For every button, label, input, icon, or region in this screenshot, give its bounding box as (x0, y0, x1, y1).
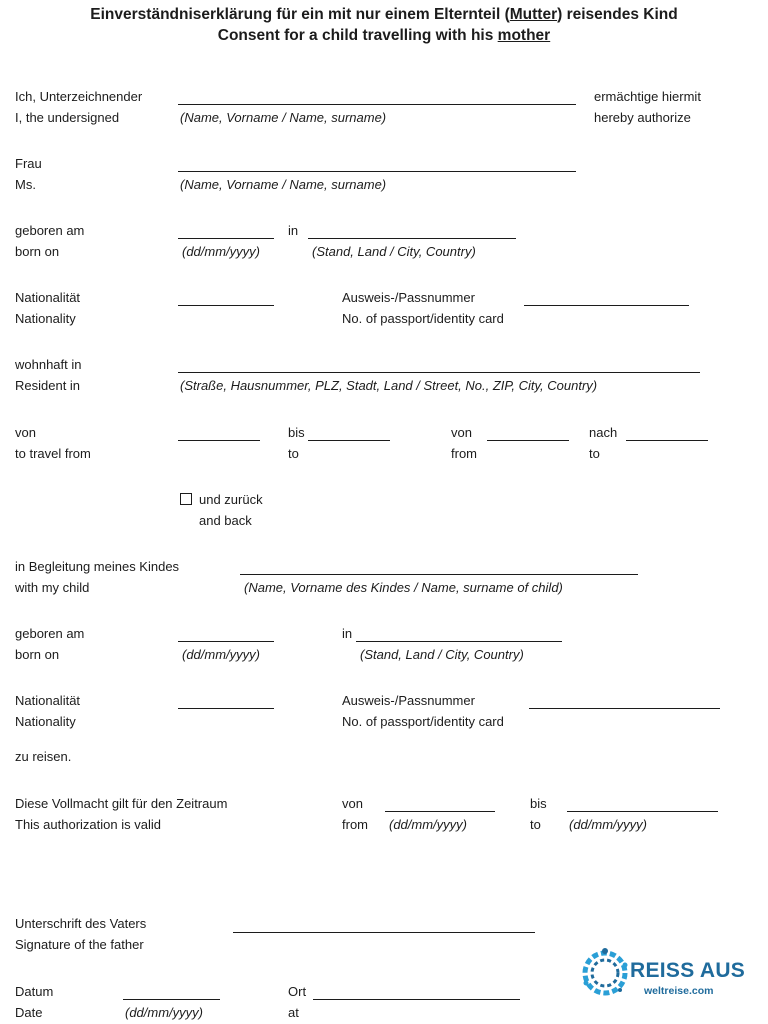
ms-label-de: Frau (15, 156, 42, 171)
logo-name: REISS AUS (630, 959, 746, 982)
parent-passport-label-de: Ausweis-/Passnummer (342, 290, 475, 305)
document-title-de: Einverständniserklärung für ein mit nur einem Elternteil (Mutter) reisendes Kind (90, 6, 678, 23)
child-passport-label-de: Ausweis-/Passnummer (342, 693, 475, 708)
undersigned-name-hint: (Name, Vorname / Name, surname) (180, 110, 387, 125)
place-label-de: Ort (288, 984, 307, 999)
route-from-label-en: from (451, 446, 477, 461)
authorize-label-de: ermächtige hiermit (594, 89, 701, 104)
travel-from-label-de: von (15, 425, 36, 440)
parent-birth-date-hint: (dd/mm/yyyy) (182, 244, 260, 259)
signature-label-de: Unterschrift des Vaters (15, 916, 147, 931)
child-name-hint: (Name, Vorname des Kindes / Name, surname of child) (244, 580, 563, 595)
reiss-aus-logo (576, 945, 756, 1001)
child-nationality-label-de: Nationalität (15, 693, 81, 708)
validity-to-hint: (dd/mm/yyyy) (569, 817, 647, 832)
route-to-label-en: to (589, 446, 600, 461)
return-trip-checkbox[interactable] (180, 493, 192, 505)
closing-text: zu reisen. (15, 749, 72, 764)
validity-to-label-de: bis (530, 796, 547, 811)
child-passport-label-en: No. of passport/identity card (342, 714, 504, 729)
route-from-label-de: von (451, 425, 472, 440)
parent-nationality-label-en: Nationality (15, 311, 76, 326)
travel-from-label-en: to travel from (15, 446, 91, 461)
child-birth-date-hint: (dd/mm/yyyy) (182, 647, 260, 662)
validity-from-label-de: von (342, 796, 363, 811)
route-to-label-de: nach (589, 425, 618, 440)
route-from-field[interactable] (487, 440, 569, 441)
return-trip-label-de: und zurück (199, 492, 263, 507)
parent-birth-date-field[interactable] (178, 238, 274, 239)
parent-birth-label-de: geboren am (15, 223, 85, 238)
child-label-de: in Begleitung meines Kindes (15, 559, 180, 574)
travel-until-field[interactable] (308, 440, 390, 441)
place-label-en: at (288, 1005, 299, 1020)
mother-name-field[interactable] (178, 171, 576, 172)
date-label-de: Datum (15, 984, 54, 999)
child-nationality-label-en: Nationality (15, 714, 76, 729)
child-nationality-field[interactable] (178, 708, 274, 709)
validity-from-label-en: from (342, 817, 368, 832)
child-name-field[interactable] (240, 574, 638, 575)
validity-label-en: This authorization is valid (15, 817, 161, 832)
return-trip-label-en: and back (199, 513, 252, 528)
parent-birth-in-label: in (288, 223, 299, 238)
child-label-en: with my child (15, 580, 90, 595)
logo-url: weltreise.com (644, 985, 714, 997)
mother-name-hint: (Name, Vorname / Name, surname) (180, 177, 387, 192)
parent-birth-place-field[interactable] (308, 238, 516, 239)
travel-until-label-de: bis (288, 425, 305, 440)
validity-to-field[interactable] (567, 811, 718, 812)
child-passport-field[interactable] (529, 708, 720, 709)
residence-hint: (Straße, Hausnummer, PLZ, Stadt, Land / Street, No., ZIP, City, Country) (180, 378, 598, 393)
place-field[interactable] (313, 999, 520, 1000)
parent-birth-label-en: born on (15, 244, 60, 259)
residence-label-en: Resident in (15, 378, 81, 393)
signature-label-en: Signature of the father (15, 937, 144, 952)
route-to-field[interactable] (626, 440, 708, 441)
child-birth-date-field[interactable] (178, 641, 274, 642)
parent-passport-label-en: No. of passport/identity card (342, 311, 504, 326)
authorize-label-en: hereby authorize (594, 110, 691, 125)
validity-label-de: Diese Vollmacht gilt für den Zeitraum (15, 796, 228, 811)
ms-label-en: Ms. (15, 177, 36, 192)
document-title-en: Consent for a child travelling with his mother (217, 27, 551, 44)
child-birth-label-de: geboren am (15, 626, 85, 641)
globe-ring-icon (576, 945, 634, 1001)
child-birth-label-en: born on (15, 647, 60, 662)
travel-until-label-en: to (288, 446, 299, 461)
signature-field[interactable] (233, 932, 535, 933)
date-label-en: Date (15, 1005, 43, 1020)
child-birth-place-hint: (Stand, Land / City, Country) (360, 647, 524, 662)
date-field[interactable] (123, 999, 220, 1000)
undersigned-name-field[interactable] (178, 104, 576, 105)
residence-field[interactable] (178, 372, 700, 373)
undersigned-label-de: Ich, Unterzeichnender (15, 89, 143, 104)
travel-from-field[interactable] (178, 440, 260, 441)
validity-to-label-en: to (530, 817, 541, 832)
parent-passport-field[interactable] (524, 305, 689, 306)
parent-nationality-field[interactable] (178, 305, 274, 306)
residence-label-de: wohnhaft in (15, 357, 82, 372)
child-birth-place-field[interactable] (356, 641, 562, 642)
validity-from-field[interactable] (385, 811, 495, 812)
parent-birth-place-hint: (Stand, Land / City, Country) (312, 244, 476, 259)
date-hint: (dd/mm/yyyy) (125, 1005, 203, 1020)
validity-from-hint: (dd/mm/yyyy) (389, 817, 467, 832)
parent-nationality-label-de: Nationalität (15, 290, 81, 305)
undersigned-label-en: I, the undersigned (15, 110, 120, 125)
child-birth-in-label: in (342, 626, 353, 641)
